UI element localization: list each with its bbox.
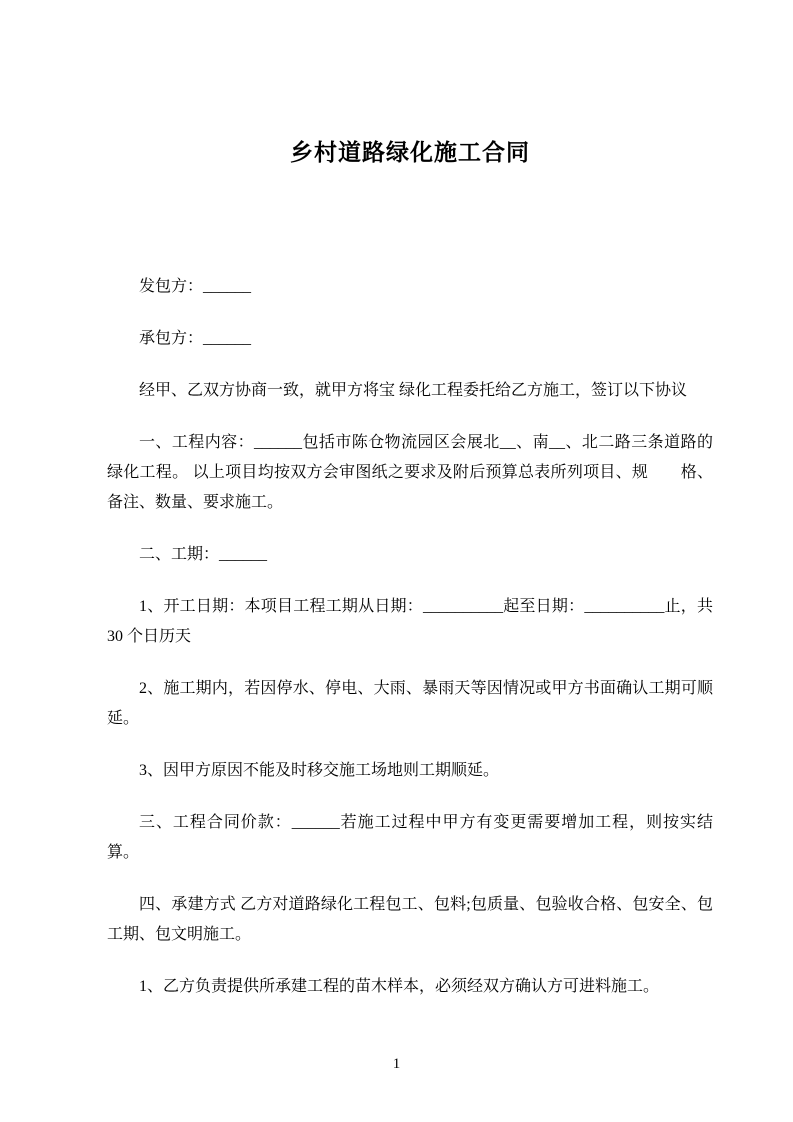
para-section-1-scope: 一、工程内容：______包括市陈仓物流园区会展北__、南__、北二路三条道路的绿化工程。 以上项目均按双方会审图纸之要求及附后预算总表所列项目、规 格、备注、数量、要求施工。 [107,434,713,511]
para-contractor: 承包方：______ [139,330,252,347]
page-number: 1 [392,1056,401,1072]
para-employer: 发包方：______ [139,278,252,295]
para-section-3-price: 三、工程合同价款：______若施工过程中甲方有变更需要增加工程，则按实结算。 [107,814,713,861]
para-2-2-weather-delay: 2、施工期内，若因停水、停电、大雨、暴雨天等因情况或甲方书面确认工期可顺延。 [107,680,713,727]
para-2-1-start-date: 1、开工日期：本项目工程工期从日期：__________起至日期：__________止，共 30 个日历天 [107,598,717,645]
para-section-4-method: 四、承建方式 乙方对道路绿化工程包工、包料;包质量、包验收合格、包安全、包工期、包文明施工。 [107,896,713,943]
para-section-2-duration: 二、工期：______ [139,546,268,563]
para-agreement-intro: 经甲、乙双方协商一致，就甲方将宝 绿化工程委托给乙方施工，签订以下协议 [139,382,688,399]
para-2-3-site-handover: 3、因甲方原因不能及时移交施工场地则工期顺延。 [139,762,500,779]
document-title: 乡村道路绿化施工合同 [290,140,530,165]
para-4-1-seedling-samples: 1、乙方负责提供所承建工程的苗木样本，必须经双方确认方可进料施工。 [139,978,660,995]
